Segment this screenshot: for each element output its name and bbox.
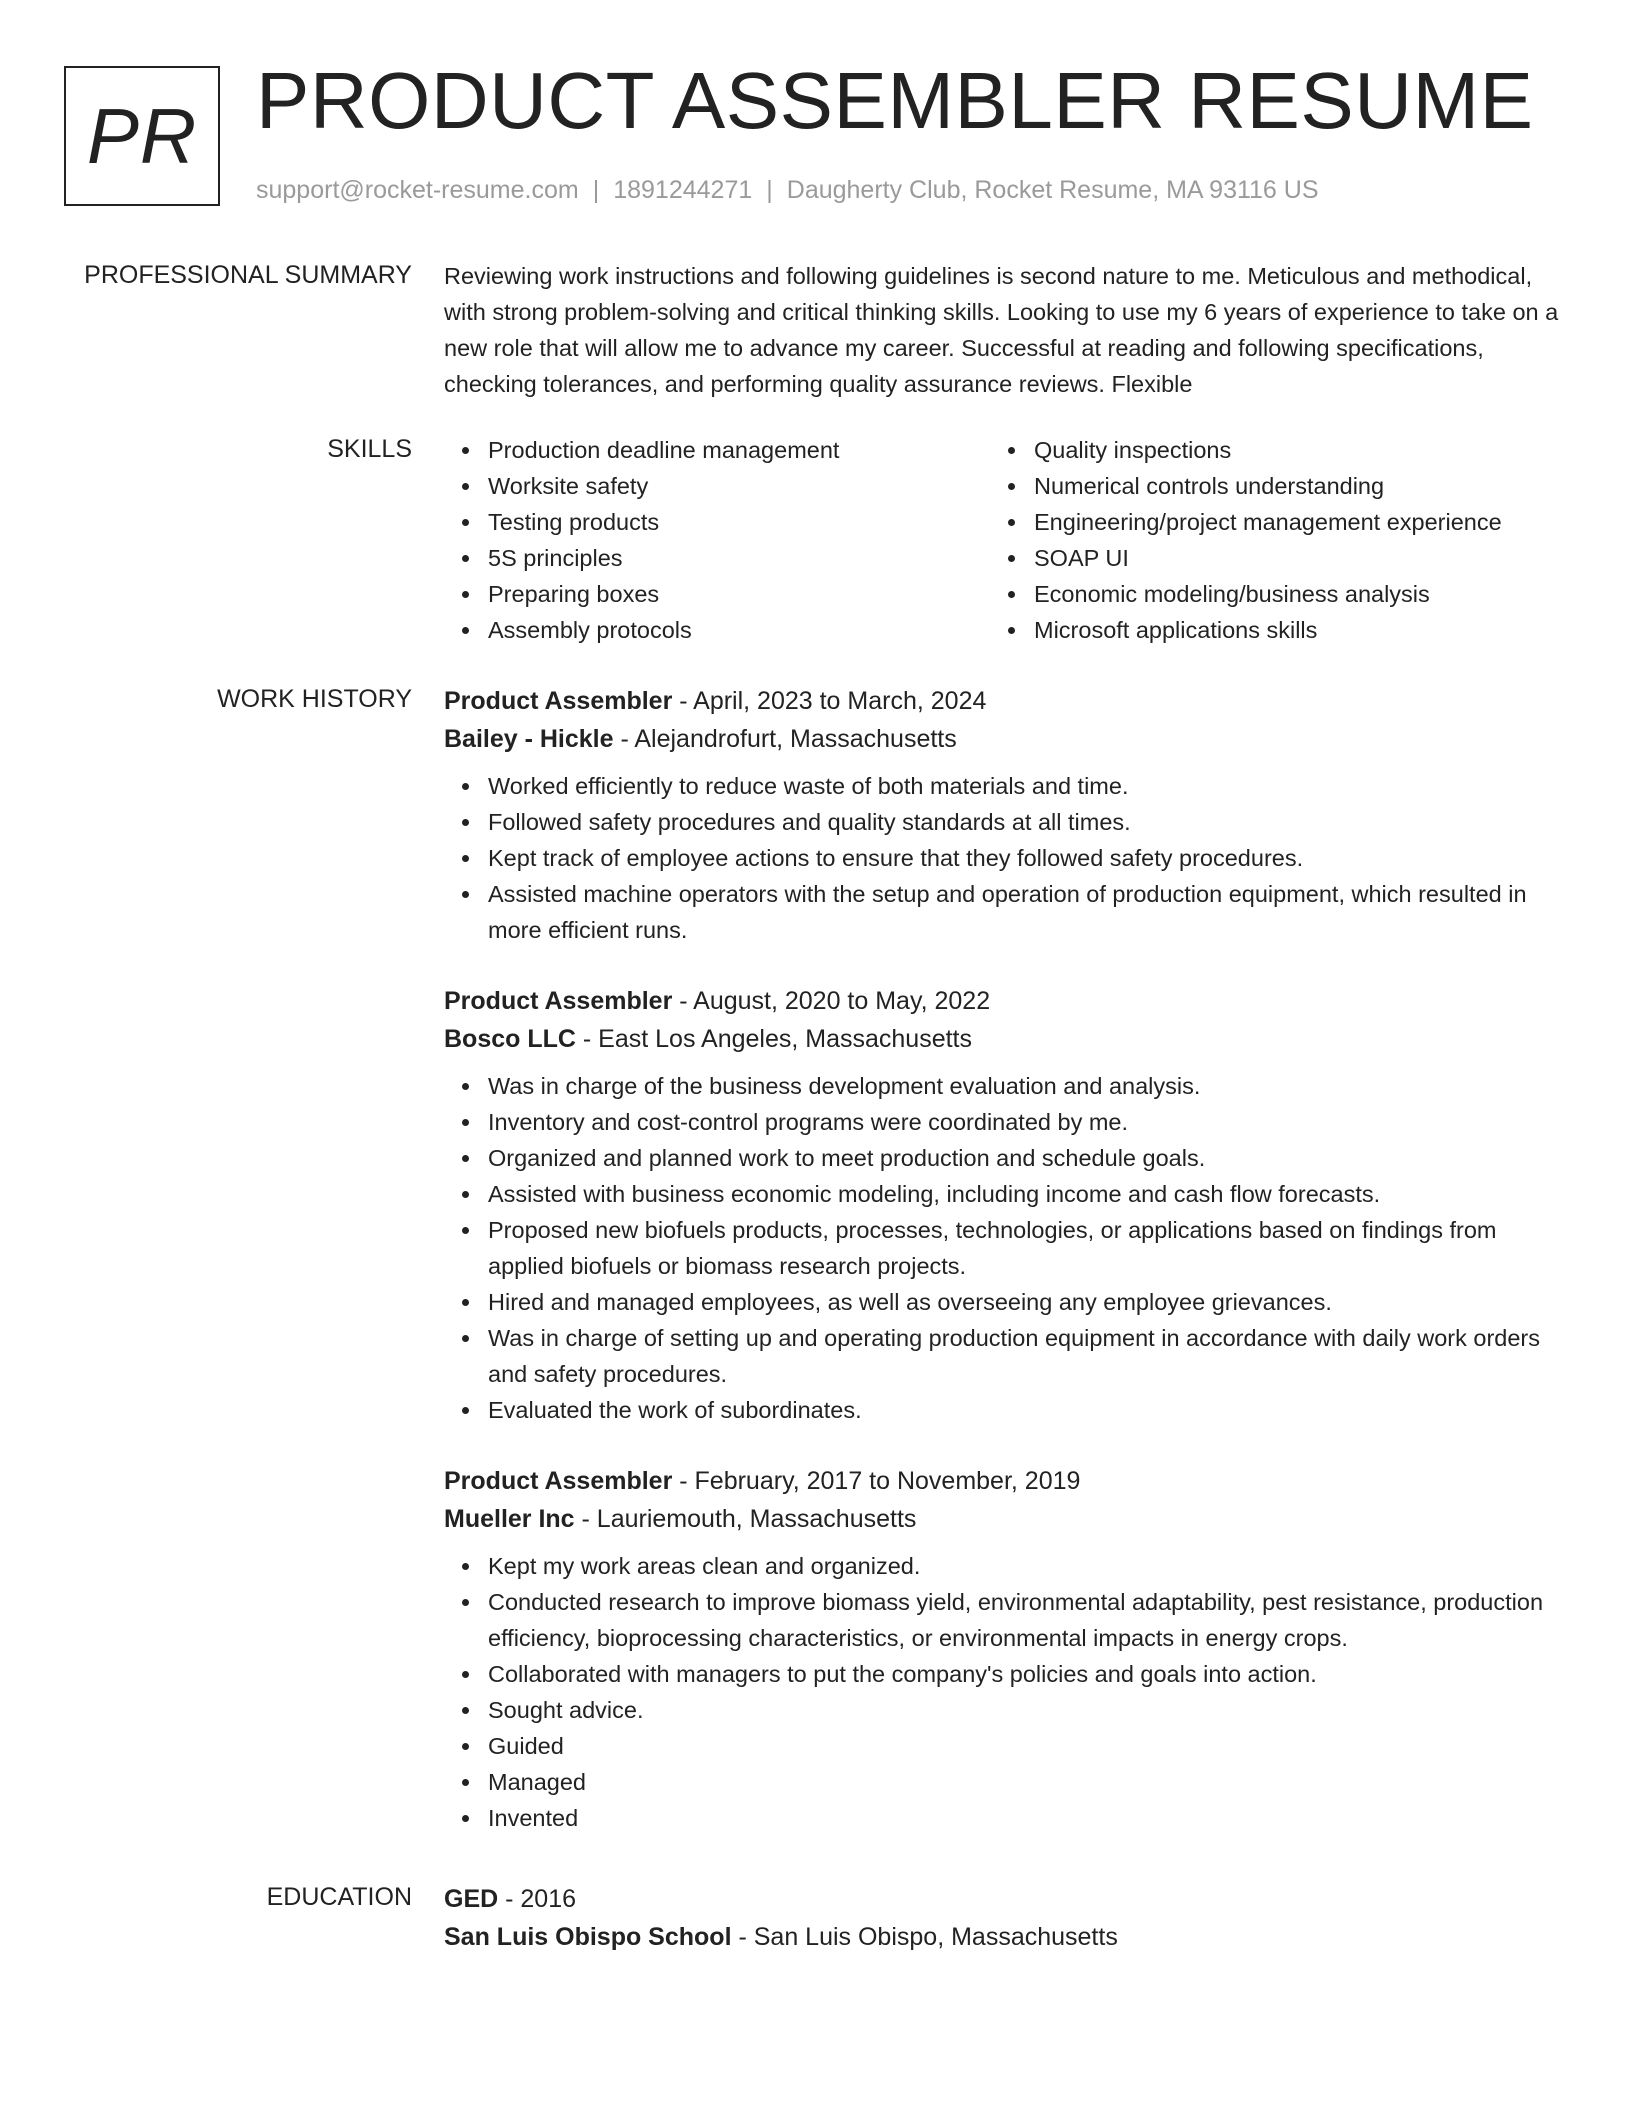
job-bullet: Inventory and cost-control programs were coordinated by me. <box>444 1104 1564 1140</box>
education-year: - 2016 <box>498 1885 577 1913</box>
contact-email: support@rocket-resume.com <box>256 176 579 204</box>
job-bullet: Hired and managed employees, as well as overseeing any employee grievances. <box>444 1284 1564 1320</box>
job-bullet: Assisted with business economic modeling, including income and cash flow forecasts. <box>444 1176 1564 1212</box>
education-degree-line <box>444 1880 1564 1918</box>
job-company-line <box>444 1020 1564 1058</box>
skill-item: Preparing boxes <box>444 576 990 612</box>
job-bullet: Conducted research to improve biomass yield, environmental adaptability, pest resistance, production efficiency, bioprocessing characteristics, or environmental impacts in energy crops. <box>444 1584 1564 1656</box>
summary-text: Reviewing work instructions and following guidelines is second nature to me. Meticulous and methodical, with strong problem-solving and critical thinking skills. Looking to use my 6 years of experience to take on a new role that will allow me to advance my career. Successful at reading and following specifications, checking tolerances, and performing quality assurance reviews. Flexible <box>444 263 1559 397</box>
job-bullet: Invented <box>444 1800 1564 1836</box>
job-bullet: Guided <box>444 1728 1564 1764</box>
job-company-line <box>444 1500 1564 1538</box>
job-bullet: Kept my work areas clean and organized. <box>444 1548 1564 1584</box>
section-label-education: EDUCATION <box>266 1883 412 1911</box>
summary-body <box>444 258 1564 402</box>
job-bullet: Sought advice. <box>444 1692 1564 1728</box>
job-bullet: Kept track of employee actions to ensure that they followed safety procedures. <box>444 840 1564 876</box>
skill-item: Testing products <box>444 504 990 540</box>
job-entry <box>444 1462 1564 1836</box>
job-dates: - April, 2023 to March, 2024 <box>672 687 987 715</box>
job-location: - Alejandrofurt, Massachusetts <box>613 725 957 753</box>
job-entry <box>444 982 1564 1428</box>
job-location: - Lauriemouth, Massachusetts <box>574 1505 917 1533</box>
job-bullet: Worked efficiently to reduce waste of both materials and time. <box>444 768 1564 804</box>
job-bullets <box>444 1548 1564 1836</box>
education-school-line <box>444 1918 1564 1956</box>
job-bullet: Was in charge of the business development evaluation and analysis. <box>444 1068 1564 1104</box>
job-bullet: Organized and planned work to meet production and schedule goals. <box>444 1140 1564 1176</box>
job-bullet: Was in charge of setting up and operating production equipment in accordance with daily work orders and safety procedures. <box>444 1320 1564 1392</box>
skill-item: Production deadline management <box>444 432 990 468</box>
contact-separator: | <box>766 176 773 204</box>
job-dates: - August, 2020 to May, 2022 <box>672 987 991 1015</box>
skill-item: 5S principles <box>444 540 990 576</box>
job-company: Mueller Inc <box>444 1505 575 1533</box>
skill-item: SOAP UI <box>990 540 1536 576</box>
job-bullet: Evaluated the work of subordinates. <box>444 1392 1564 1428</box>
job-title-line <box>444 1462 1564 1500</box>
job-title: Product Assembler <box>444 1467 673 1495</box>
job-bullets <box>444 1068 1564 1428</box>
job-bullet: Collaborated with managers to put the company's policies and goals into action. <box>444 1656 1564 1692</box>
job-title: Product Assembler <box>444 687 673 715</box>
work-body <box>444 682 1564 1870</box>
job-bullet: Followed safety procedures and quality standards at all times. <box>444 804 1564 840</box>
contact-address: Daugherty Club, Rocket Resume, MA 93116 US <box>786 176 1319 204</box>
contact-separator: | <box>592 176 600 204</box>
job-bullets <box>444 768 1564 948</box>
job-title-line <box>444 982 1564 1020</box>
education-location: - San Luis Obispo, Massachusetts <box>731 1923 1118 1951</box>
job-company: Bailey - Hickle <box>444 725 614 753</box>
skill-item: Assembly protocols <box>444 612 990 648</box>
education-body <box>444 1880 1564 1966</box>
skills-column-right <box>990 432 1536 648</box>
section-label-work: WORK HISTORY <box>217 685 412 713</box>
education-school: San Luis Obispo School <box>444 1923 732 1951</box>
page-title: PRODUCT ASSEMBLER RESUME <box>256 56 1534 145</box>
job-bullet: Assisted machine operators with the setup and operation of production equipment, which resulted in more efficient runs. <box>444 876 1564 948</box>
skill-item: Economic modeling/business analysis <box>990 576 1536 612</box>
job-title-line <box>444 682 1564 720</box>
job-location: - East Los Angeles, Massachusetts <box>575 1025 972 1053</box>
job-company-line <box>444 720 1564 758</box>
job-title: Product Assembler <box>444 987 673 1015</box>
education-degree: GED <box>444 1885 499 1913</box>
section-label-skills: SKILLS <box>327 435 412 463</box>
job-bullet: Managed <box>444 1764 1564 1800</box>
skill-item: Engineering/project management experience <box>990 504 1536 540</box>
job-entry <box>444 682 1564 948</box>
contact-phone: 1891244271 <box>613 176 753 204</box>
skill-item: Worksite safety <box>444 468 990 504</box>
contact-line <box>256 174 1319 206</box>
initials-monogram: PR <box>64 66 220 206</box>
skill-item: Microsoft applications skills <box>990 612 1536 648</box>
skill-item: Quality inspections <box>990 432 1536 468</box>
job-company: Bosco LLC <box>444 1025 576 1053</box>
job-dates: - February, 2017 to November, 2019 <box>672 1467 1081 1495</box>
skills-body <box>444 432 1564 648</box>
skill-item: Numerical controls understanding <box>990 468 1536 504</box>
section-label-summary: PROFESSIONAL SUMMARY <box>84 261 412 289</box>
job-bullet: Proposed new biofuels products, processes, technologies, or applications based on findings from applied biofuels or biomass research projects. <box>444 1212 1564 1284</box>
skills-column-left <box>444 432 990 648</box>
